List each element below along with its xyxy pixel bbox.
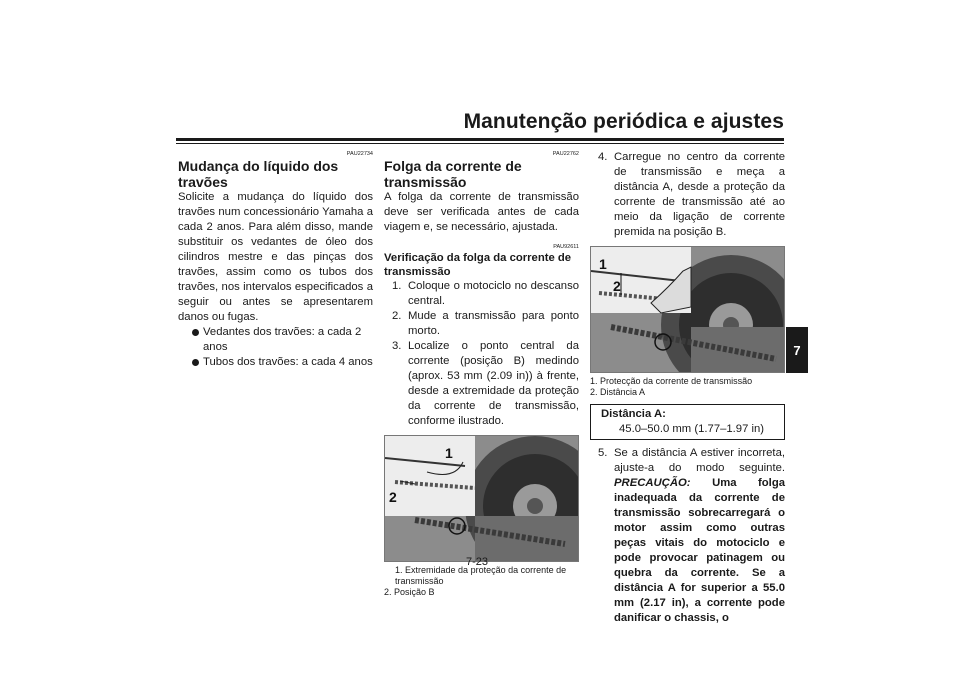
spec-box-distance-a bbox=[590, 404, 785, 440]
caption-number: 2. bbox=[590, 387, 598, 397]
caption-item bbox=[590, 387, 785, 398]
photo-label: 1 bbox=[599, 256, 607, 272]
caption-number: 1. bbox=[395, 565, 403, 575]
step-number: 3. bbox=[392, 340, 402, 352]
caption-number: 1. bbox=[590, 376, 598, 386]
chain-slack-paragraph: A folga da corrente de transmissão deve ser verificada antes de cada viagem e, se necessário, ajustada. bbox=[384, 191, 579, 233]
page-number: 7-23 bbox=[466, 556, 489, 568]
step-item bbox=[384, 339, 579, 429]
caution-label: PRECAUÇÃO: bbox=[614, 477, 691, 489]
section-heading-brake-fluid: Mudança do líquido dos travões bbox=[178, 158, 339, 190]
caption-text: Protecção da corrente de transmissão bbox=[600, 376, 753, 386]
column-chain-slack bbox=[384, 150, 579, 598]
section-heading-chain-slack: Folga da corrente de transmissão bbox=[384, 158, 522, 190]
step-item bbox=[384, 279, 579, 309]
photo-label: 2 bbox=[613, 278, 621, 294]
column-chain-measurement bbox=[590, 150, 785, 626]
photo-label: 1 bbox=[445, 445, 453, 461]
step-text: Carregue no centro da corrente de transmissão e meça a distância A, desde a proteção da corrente de transmissão até ao meio da ligação de corrente premida na posição B. bbox=[614, 151, 785, 238]
page-header-title: Manutenção periódica e ajustes bbox=[463, 110, 784, 133]
chain-photo-distance-a bbox=[590, 246, 785, 373]
column-brake-fluid bbox=[178, 150, 373, 370]
caption-item bbox=[590, 376, 785, 387]
caption-item bbox=[384, 565, 579, 587]
section-code: PAU22762 bbox=[552, 151, 579, 157]
chain-photo-position-b bbox=[384, 435, 579, 562]
step-text: Mude a transmissão para ponto morto. bbox=[408, 310, 579, 337]
header-rule bbox=[176, 138, 784, 141]
brake-fluid-paragraph: Solicite a mudança do líquido dos travões num concessionário Yamaha a cada 2 anos. Para além disso, mande substituir os vedantes de óleo dos cilindros mestre e das pinças dos travões, assim como os tubos dos travões, nos intervalos especificados a seguir ou antes se apresentarem danos ou fugas. bbox=[178, 191, 373, 323]
step-item bbox=[590, 150, 785, 240]
subsection-heading: Verificação da folga da corrente de transmissão bbox=[384, 252, 572, 278]
step-text: Localize o ponto central da corrente (posição B) medindo (aprox. 53 mm (2.09 in)) à frente, desde a extremidade da proteção da corrente de transmissão, conforme ilustrado. bbox=[408, 340, 579, 427]
step-number: 4. bbox=[598, 151, 608, 163]
spec-title: Distância A: bbox=[601, 408, 666, 420]
section-code: PAU22734 bbox=[346, 151, 373, 157]
step-number: 2. bbox=[392, 310, 402, 322]
section-code: PAU92611 bbox=[553, 244, 579, 250]
step-text: Se a distância A estiver incorreta, ajuste-a do modo seguinte. bbox=[614, 447, 785, 474]
caption-item bbox=[384, 587, 579, 598]
caption-text: Posição B bbox=[394, 587, 435, 597]
header-rule-thin bbox=[176, 143, 784, 144]
caption-number: 2. bbox=[384, 587, 392, 597]
spec-value: 45.0–50.0 mm (1.77–1.97 in) bbox=[619, 423, 765, 435]
photo-label: 2 bbox=[389, 489, 397, 505]
caption-text: Extremidade da proteção da corrente de transmissão bbox=[395, 565, 567, 586]
step-item bbox=[384, 309, 579, 339]
bullet-item: Vedantes dos travões: a cada 2 anos bbox=[178, 325, 373, 355]
step-number: 5. bbox=[598, 447, 608, 459]
caution-text: Uma folga inadequada da corrente de transmissão sobrecarregará o motor assim como outras peças vitais do motociclo e pode provocar patinagem ou quebra da corrente. Se a distância A for superior a 55.0 mm (2.17 in), a corrente pode danificar o chassis, o bbox=[614, 477, 786, 624]
chapter-tab: 7 bbox=[786, 327, 808, 373]
step-text: Coloque o motociclo no descanso central. bbox=[408, 280, 579, 307]
caption-text: Distância A bbox=[600, 387, 646, 397]
step-item bbox=[590, 446, 785, 626]
step-number: 1. bbox=[392, 280, 402, 292]
bullet-item: Tubos dos travões: a cada 4 anos bbox=[178, 355, 373, 370]
